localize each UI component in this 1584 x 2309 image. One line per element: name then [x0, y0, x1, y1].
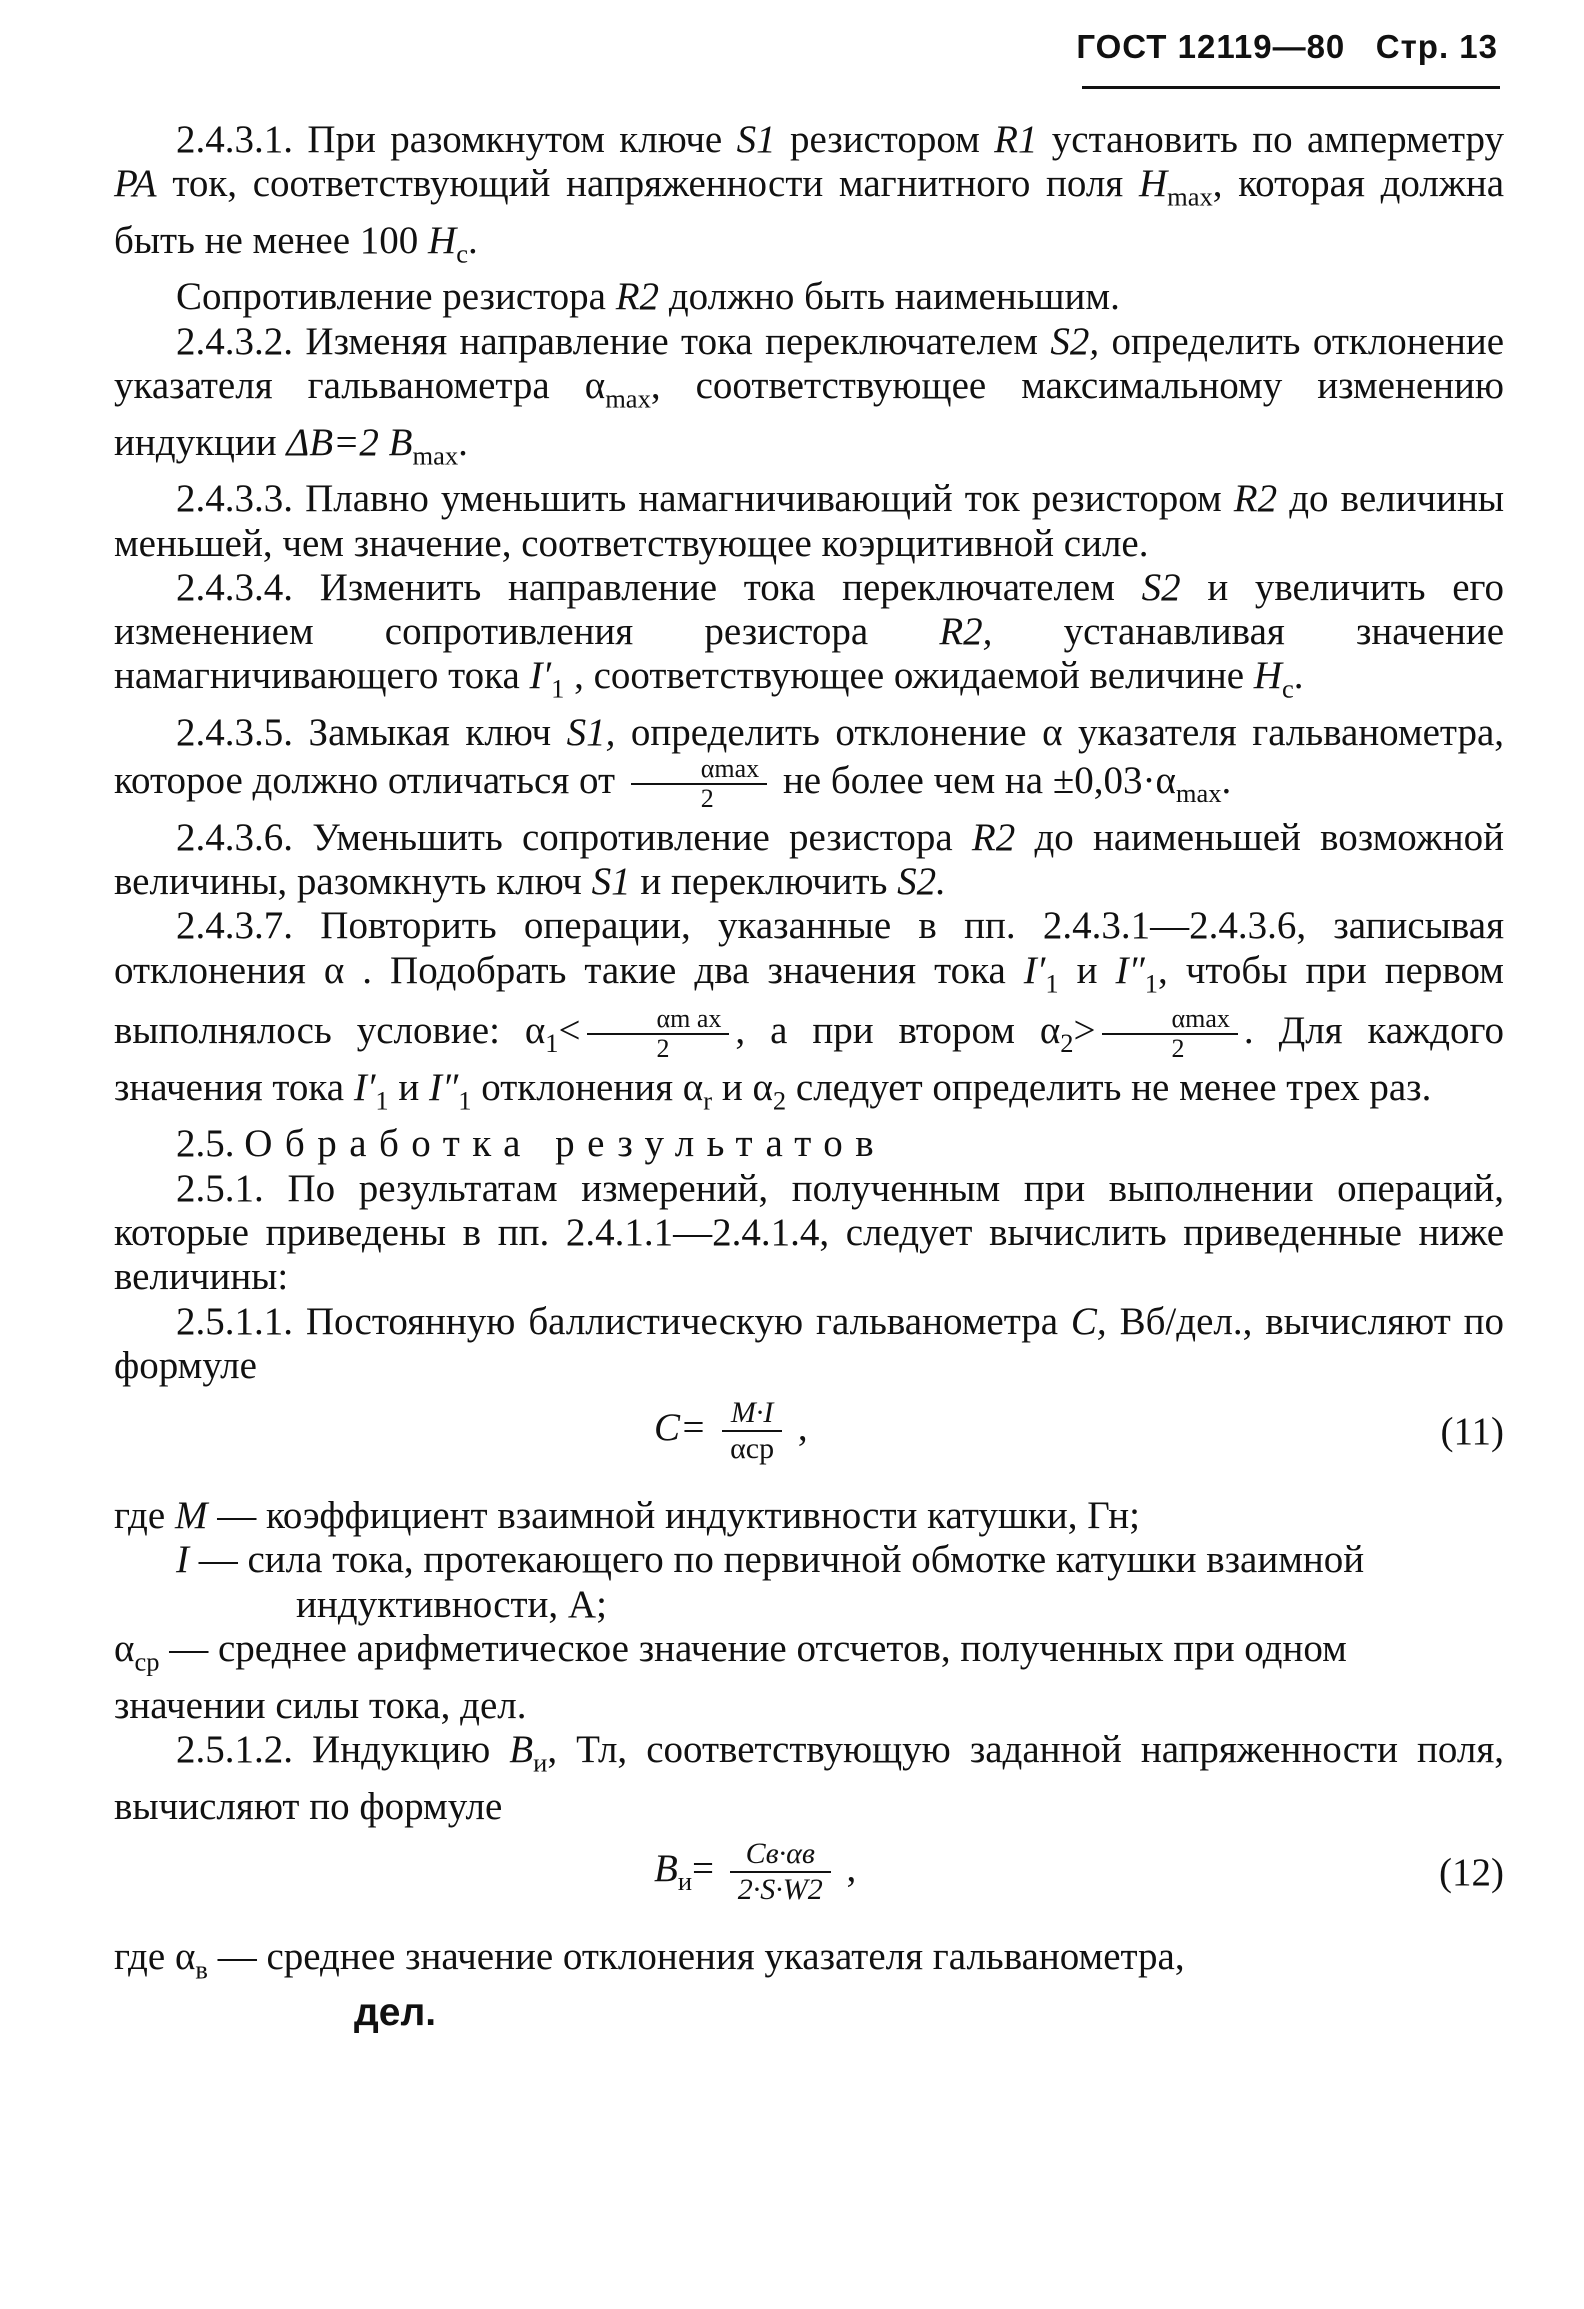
paragraph-2-4-3-7: 2.4.3.7. Повторить операции, указанные в пп. 2.4.3.1—2.4.3.6, записывая отклонения α . Подобрать такие два значения тока $I'_1$ и $I''_1$, чтобы при первом выполнялось условие: $\alpha_1<$ $\frac{\text{αm ax}}{2}$ , а при втором $\alpha_2>$ $\frac{\alpha\max}{2}$ . Для каждого значения тока $I'_1$ и $I''_1$ отклонения $\alpha_r$ и $\alpha_2$ следует определить не менее трех раз.	[114, 904, 1505, 1116]
paragraph-2-4-3-3: 2.4.3.3. Плавно уменьшить намагничивающий ток резистором R2 до величины меньшей, чем значение, соответствующее коэрцитивной силе.	[114, 477, 1505, 565]
formula-11: C= $\frac{M\cdot I}{\text{αcp}}$ , (11)	[654, 1396, 1504, 1466]
legend-alpha-v-unit: дел.	[354, 1991, 437, 2035]
legend-m: где M — коэффициент взаимной индуктивности катушки, Гн;	[114, 1494, 1140, 1538]
paragraph-2-4-3-5: 2.4.3.5. Замыкая ключ S1, определить отклонение α указателя гальванометра, которое должно отличаться от $\frac{\alpha\max}{2}$ не более чем на $\pm 0,03\cdot\alpha_{max}$.	[114, 710, 1505, 814]
document-body	[114, 118, 1504, 2036]
fraction-alpha-max-half: $\frac{\alpha\max}{2}$	[631, 755, 767, 813]
paragraph-2-4-3-6: 2.4.3.6. Уменьшить сопротивление резистора R2 до наименьшей возможной величины, разомкнуть ключ S1 и переключить S2.	[114, 815, 1504, 904]
fraction-eq11: $\frac{M\cdot I}{\text{αcp}}$	[722, 1396, 782, 1466]
paragraph-2-5-1-1: 2.5.1.1. Постоянную баллистическую гальванометра C, Вб/дел., вычисляют по формуле	[114, 1299, 1505, 1387]
section-heading-2-5: 2.5. Обработка результатов	[176, 1122, 887, 1166]
paragraph-2-4-3-4: 2.4.3.4. Изменить направление тока переключателем S2 и увеличить его изменением сопротивления резистора R2, устанавливая значение намагничивающего тока $I'_1$ , соответствующее ожидаемой величине $H_c$.	[114, 565, 1505, 704]
paragraph-2-5-1: 2.5.1. По результатам измерений, полученным при выполнении операций, которые приведены в пп. 2.4.1.1—2.4.1.4, следует вычислить приведенные ниже величины:	[114, 1166, 1505, 1299]
equation-number-11: (11)	[1440, 1410, 1504, 1454]
equation-number-12: (12)	[1439, 1850, 1504, 1894]
page-number: Стр. 13	[1375, 28, 1498, 65]
paragraph-2-4-3-2: 2.4.3.2. Изменяя направление тока переключателем S2, определить отклонение указателя гальванометра $\alpha_{max}$, соответствующее максимальному изменению индукции ΔB=2 $B_{max}$.	[114, 319, 1505, 470]
legend-alpha-cp: $\alpha_{ср}$ — среднее арифметическое значение отсчетов, полученных при одном значении силы тока, дел.	[114, 1627, 1347, 1727]
fraction-condition-2: $\frac{\alpha\max}{2}$	[1102, 1005, 1238, 1063]
paragraph-resistor-note: Сопротивление резистора R2 должно быть наименьшим.	[176, 275, 1120, 319]
legend-i: I — сила тока, протекающего по первичной обмотке катушки взаимной индуктивности, А;	[176, 1538, 1365, 1626]
formula-12: $B_и=$ $\frac{Cв\cdot\alpha в}{2\cdot S\cdot W2}$ , (12)	[654, 1836, 1504, 1906]
page-header	[1076, 28, 1498, 66]
paragraph-2-4-3-1: 2.4.3.1. При разомкнутом ключе S1 резистором R1 установить по амперметру PA ток, соответствующий напряженности магнитного поля $H_{max}$, которая должна быть не менее 100 $H_c$.	[114, 118, 1505, 269]
fraction-eq12: $\frac{Cв\cdot\alpha в}{2\cdot S\cdot W2}$	[730, 1837, 831, 1907]
fraction-condition-1: $\frac{\text{αm ax}}{2}$	[587, 1005, 730, 1063]
standard-number: ГОСТ 12119—80	[1076, 28, 1346, 65]
legend-alpha-v: где $\alpha_в$ — среднее значение отклонения указателя гальванометра,	[114, 1934, 1185, 1985]
header-rule	[1082, 86, 1500, 89]
paragraph-2-5-1-2: 2.5.1.2. Индукцию $B_и$, Тл, соответствующую заданной напряженности поля, вычисляют по формуле	[114, 1727, 1505, 1828]
